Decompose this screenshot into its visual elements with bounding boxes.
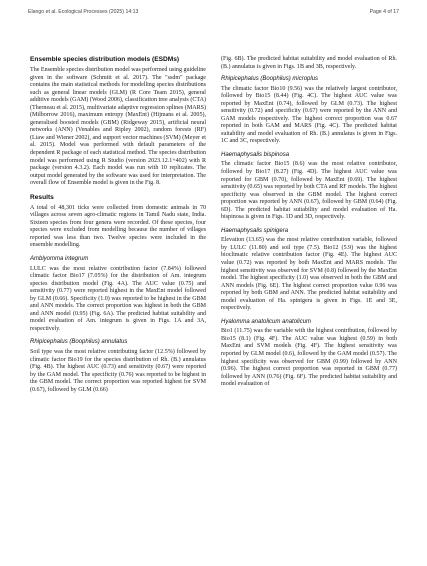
page-header: [28, 9, 399, 19]
anatolicum-heading: Hyalomma anatolicum anatolicum: [221, 318, 312, 325]
annulatus-heading: Rhipicephalus (Boophilus) annulatus: [30, 339, 128, 346]
microplus-heading: Rhipicephalus (Boophilus) microplus: [221, 76, 319, 83]
anatolicum-paragraph: Bio1 (11.75) was the variable with the highest contribution, followed by Bio15 (8.1) (Fig. 4F). The AUC value was highest (0.59) in both MaxEnt and SVM models (Fig. 4F). The highest sensitivity was reported by GLM model (0.6), followed by the GAM model (0.57). The highest specificity was observed for GBM (0.99) followed by ANN (0.96). The highest correct proportion was reported in GBM (0.77) followed by ANN (0.76) (Fig. 6F). The predicted habitat suitability and model evaluation of: [221, 328, 397, 388]
bispinosa-heading: Haemaphysalis bispinosa: [221, 151, 290, 158]
esdm-heading: Ensemble species distribution models (ESDMs): [30, 56, 180, 63]
continued-paragraph: (Fig. 6B). The predicted habitat suitability and model evaluation of Rh. (B.) annulatus is given in Figs. 1B and 3B, respectively.: [221, 56, 397, 70]
amblyomma-paragraph: LULC was the most relative contribution factor (7.84%) followed climatic factor Bio17 (7.05%) for the distribution of Am. integrum species distribution model (Fig. 4A). The AUC value (0.75) and sensitivity (0.77) were reported highest in the MaxEnt model followed by GLM (0.66). Specificity (1.0) was reported to be highest in the GBM and ANN models. The correct proportion was highest in both the GBM and ANN model (0.95) (Fig. 6A). The predicted habitat suitability and model evaluation of Am. integrum is given in Figs. 1A and 3A, respectively.: [30, 265, 206, 332]
spinigera-paragraph: Elevation (13.65) was the most relative contribution variable, followed by LULC (11.80) and soil type (7.5). Bio12 (5.9) was the highest bioclimatic relative contribution factor (Fig. 4E). The highest AUC value (0.72) was reported by both MaxEnt and MARS models. The highest sensitivity was observed for SVM (0.8) followed by the MaxEnt model. The highest specificity (1.0) was observed in both the GBM and ANN models (Fig. 6E). The highest correct proportion value 0.96 was reported by both GBM and ANN. The predicted habitat suitability and model evaluation of Ha. spinigera is given in Figs. 1E and 3E, respectively.: [221, 237, 397, 312]
microplus-paragraph: The climatic factor Bio10 (9.56) was the relatively largest contributor, followed by Bio15 (8.44) (Fig. 4C). The highest AUC value was reported by MaxEnt (0.74), followed by GLM (0.73). The highest sensitivity (0.72) and specificity (0.67) were reported by the ANN and GAM models respectively. The highest correct proportion was 0.67 reported in both GAM and MARS (Fig. 4C). The predicted habitat suitability and model evaluation of Rh. (B.) annulatus is given in Figs. 1C and 3C, respectively.: [221, 85, 397, 145]
esdm-paragraph: The Ensemble species distribution model was performed using guideline given in the software (Schmitt et al. 2017). The "ssdm" package contains the main statistical methods for modelling species distributions such as general linear models (GLM) (R Core Team 2015), general additive models (GAM) (Wood 2006), classification tree analysis (CTA) (Therneau et al. 2015), multivariate adaptive regression splines (MARS) (Milborrow 2016), maximum entropy (MaxEnt) (Hijmans et al. 2005), generalised boosted models (GBM) (Ridgeway 2015), artificial neural networks (ANN) (Venables and Ripley 2002), random forests (RF) (Liaw and Wiener 2002), and support vector machines (SVM) (Meyer et al. 2015). Model was performed with default parameters of the dependent R package of each statistical method. The species distribution model was performed using R Studio (version 2023.12.1+402) with R package (version 4.3.2). Each model was run with 10 replicates. The output model generated by the software was used for interpretation. The overall flow of Ensemble model is given in the Fig. 8.: [30, 67, 206, 187]
bispinosa-paragraph: The climatic factor Bio15 (8.6) was the most relative contributor, followed by Bio17 (8.27) (Fig. 4D). The highest AUC value was reported for GBM (0.70), followed by MaxEnt (0.69). The highest sensitivity (0.65) was reported by both CTA and RF models. The highest specificity was observed in the GBM model. The highest correct proportion was reported by ANN (0.67), followed by GBM (0.64) (Fig. 6D). The predicted habitat suitability and model evaluation of Ha. bispinosa is given in Figs. 1D and 3D, respectively.: [221, 161, 397, 221]
journal-citation: Elango et al. Ecological Processes (2025) 14:13: [28, 9, 139, 15]
spinigera-heading: Haemaphysalis spinigera: [221, 227, 289, 234]
left-column: [30, 56, 206, 398]
results-paragraph: A total of 48,301 ticks were collected from domestic animals in 70 villages across seven agro-climatic regions in Tamil Nadu state, India. Sixteen species from four genera were recorded. Of these species, four species were excluded from modelling because the number of villages reported was less than two. Twelve species were included in the ensemble modelling.: [30, 204, 206, 249]
annulatus-paragraph: Soil type was the most relative contributing factor (12.5%) followed by climatic factor Bio19 for the species distribution of Rh. (B.) annulatus (Fig. 4B). The highest AUC (0.73) and sensitivity (0.67) were reported by the GAM model. The specificity (0.76) was reported to be highest in the GBM model. The correct proportion was reported highest for SVM (0.67), followed by GLM (0.66): [30, 348, 206, 393]
page-number: Page 4 of 17: [369, 9, 399, 15]
right-column: [221, 56, 397, 393]
amblyomma-heading: Amblyomma integrum: [30, 256, 89, 263]
results-heading: Results: [30, 193, 54, 201]
